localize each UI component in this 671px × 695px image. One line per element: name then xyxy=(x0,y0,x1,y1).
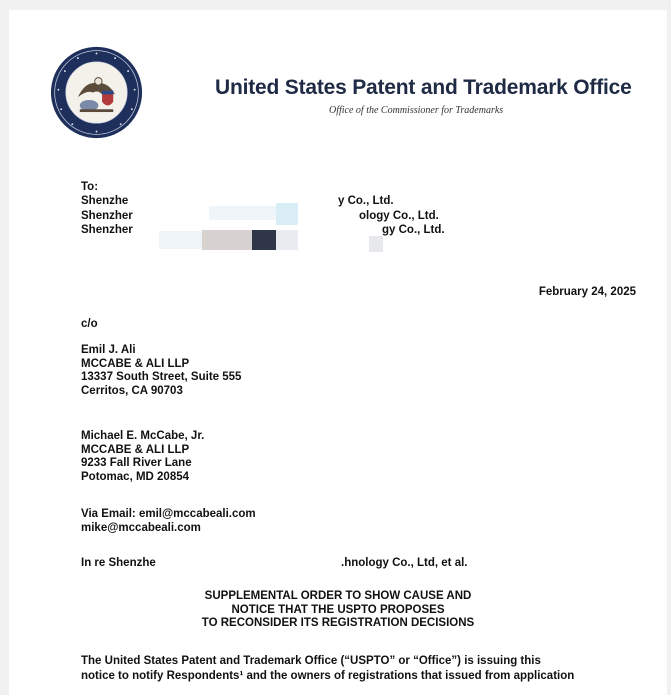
counsel-firm: MCCABE & ALI LLP xyxy=(81,443,190,456)
agency-name: United States Patent and Trademark Office xyxy=(215,76,632,99)
letter-date: February 24, 2025 xyxy=(538,286,636,298)
recipient-1-prefix: Shenzhe xyxy=(81,195,129,207)
body-line-1: The United States Patent and Trademark Office (“USPTO” or “Office”) is issuing this xyxy=(81,655,541,667)
recipient-3-prefix: Shenzher xyxy=(81,224,133,236)
recipient-2-prefix: Shenzher xyxy=(81,210,133,222)
redaction-block xyxy=(276,203,298,225)
uspto-seal-icon xyxy=(50,46,143,139)
to-label: To: xyxy=(81,181,99,193)
body-line-2: notice to notify Respondents¹ and the owners of registrations that issued from application xyxy=(81,669,575,682)
redaction-block xyxy=(202,230,254,250)
recipient-3-suffix: gy Co., Ltd. xyxy=(382,224,445,236)
redaction-block xyxy=(276,230,298,250)
order-heading xyxy=(9,590,667,631)
body-paragraph xyxy=(81,654,643,683)
in-re-prefix: In re Shenzhe xyxy=(81,557,156,569)
counsel-block-1 xyxy=(81,344,241,398)
counsel-address-line-2: Cerritos, CA 90703 xyxy=(81,384,183,397)
counsel-name: Michael E. McCabe, Jr. xyxy=(81,430,205,442)
counsel-address-line-1: 9233 Fall River Lane xyxy=(81,457,192,469)
counsel-address-line-1: 13337 South Street, Suite 555 xyxy=(81,371,242,383)
redaction-block xyxy=(369,236,383,252)
redaction-block xyxy=(209,206,279,220)
recipient-2-suffix: ology Co., Ltd. xyxy=(359,210,439,222)
in-re-suffix: .hnology Co., Ltd, et al. xyxy=(341,557,468,569)
counsel-block-2 xyxy=(81,430,204,484)
heading-line-2: NOTICE THAT THE USPTO PROPOSES xyxy=(231,603,445,616)
counsel-name: Emil J. Ali xyxy=(81,344,136,356)
office-line xyxy=(9,105,667,116)
redaction-block xyxy=(159,231,207,249)
recipient-1-suffix: y Co., Ltd. xyxy=(338,195,394,207)
care-of-label: c/o xyxy=(81,318,98,330)
email-line-2: mike@mccabeali.com xyxy=(81,521,201,534)
office-line-text: Office of the Commissioner for Trademarks xyxy=(329,105,504,116)
heading-line-3: TO RECONSIDER ITS REGISTRATION DECISIONS xyxy=(201,617,475,629)
heading-line-1: SUPPLEMENTAL ORDER TO SHOW CAUSE AND xyxy=(204,590,472,602)
counsel-firm: MCCABE & ALI LLP xyxy=(81,357,190,370)
email-block xyxy=(81,508,256,535)
redaction-block xyxy=(252,230,276,250)
email-line-1: Via Email: emil@mccabeali.com xyxy=(81,508,256,520)
counsel-address-line-2: Potomac, MD 20854 xyxy=(81,470,190,483)
document-page xyxy=(9,10,667,695)
